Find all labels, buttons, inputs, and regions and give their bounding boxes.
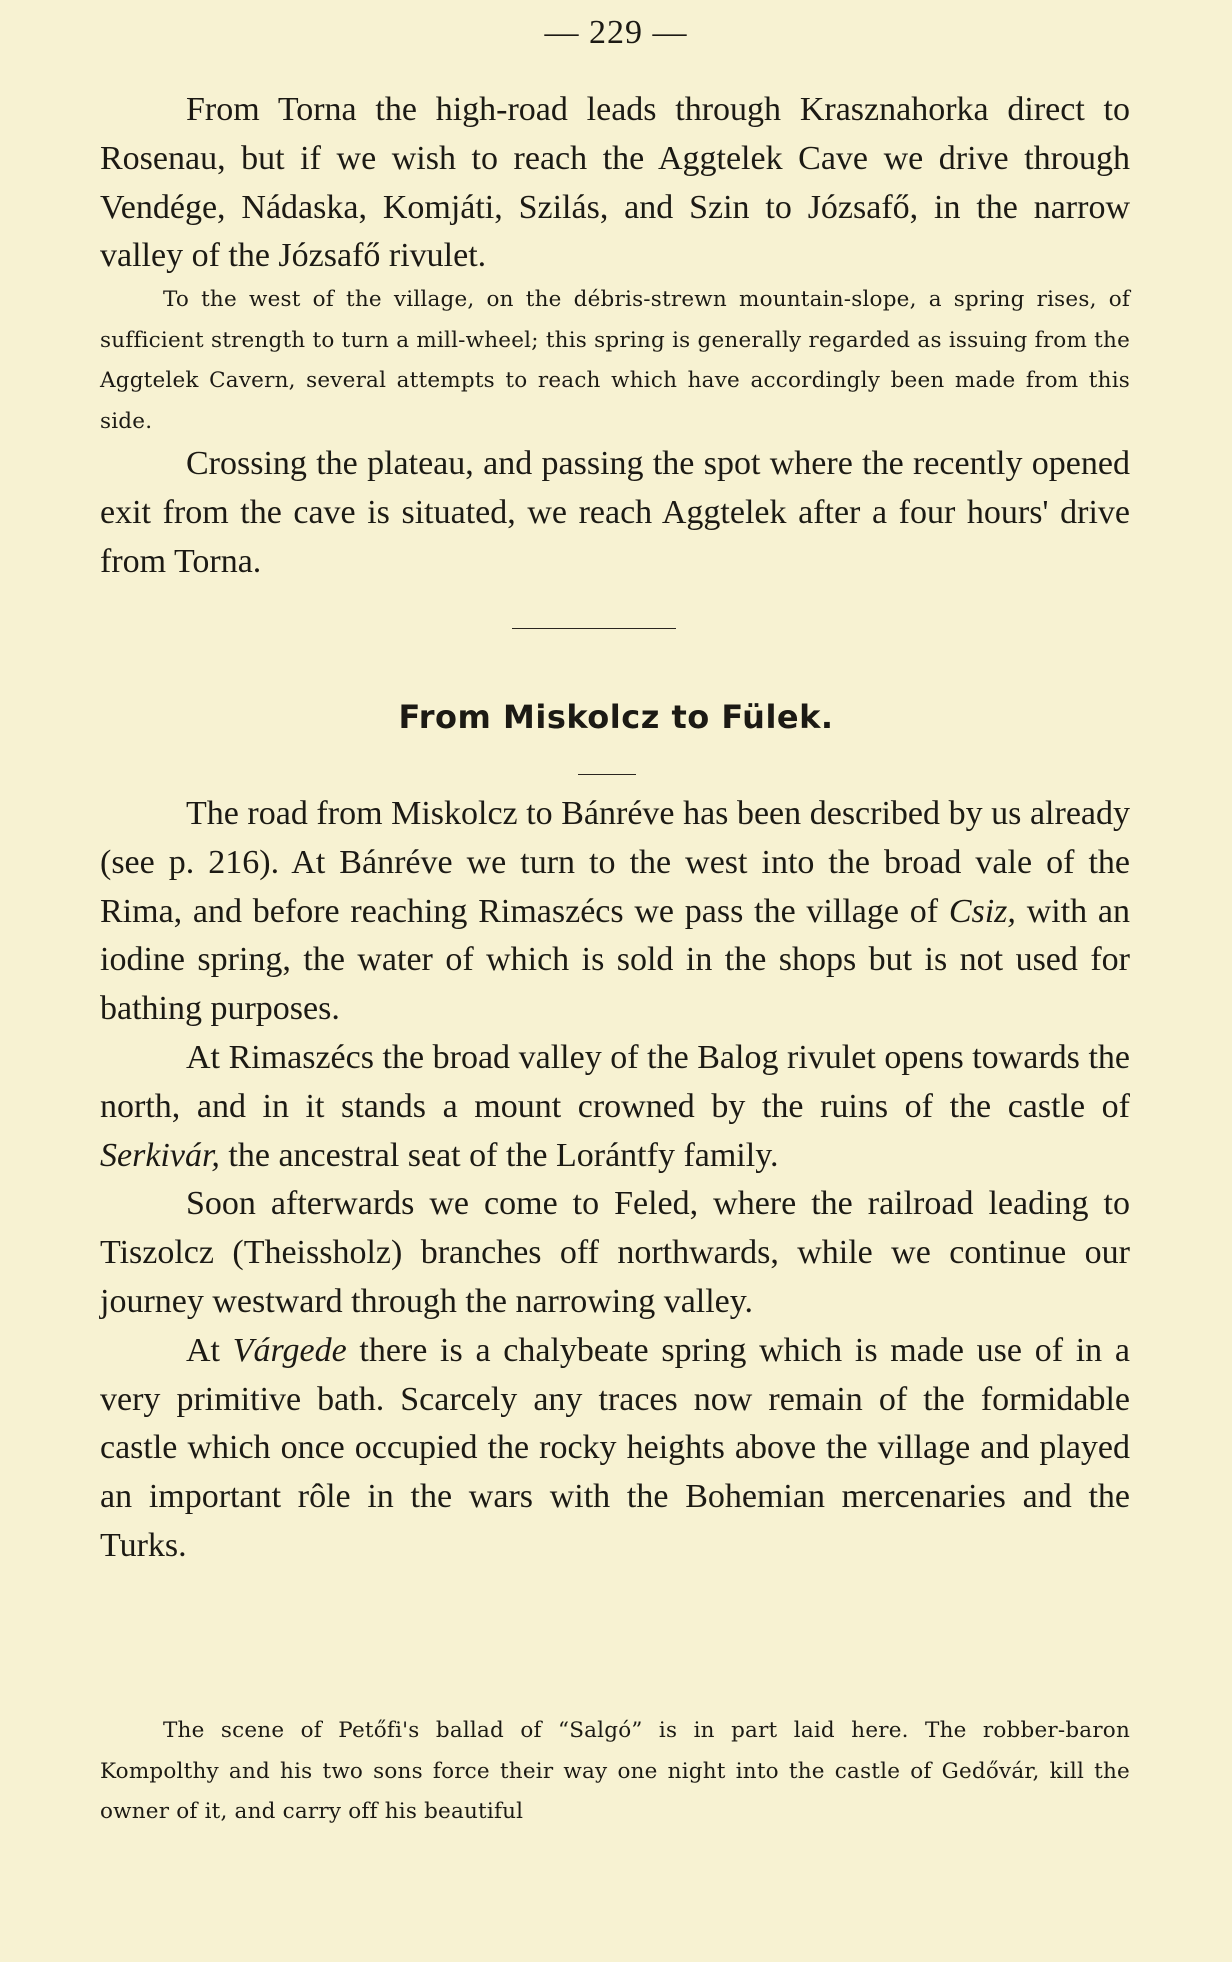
paragraph-text: with an iodine spring, the water of which is sold in the shops but is not used for bathing purposes. — [100, 892, 1131, 1028]
paragraph-text: At Rimaszécs the broad valley of the Balog rivulet opens towards the north, and in it stands a mount crowned by the ruins of the castle of — [100, 1038, 1130, 1125]
paragraph-torna-route: From Torna the high-road leads through Krasznahorka direct to Rosenau, but if we wish to reach the Aggtelek Cave we drive through Vendége, Nádaska, Komjáti, Szilás, and Szin to Józsafő, in the narrow valley of the Józsafő rivulet. — [100, 91, 1130, 275]
plateau-paragraph-block — [100, 440, 1130, 586]
footnote-block-2 — [100, 1711, 1130, 1833]
place-name-csiz: Csiz, — [948, 892, 1016, 930]
paragraph-feled: Soon afterwards we come to Feled, where the railroad leading to Tiszolcz (Theissholz) branches off northwards, while we continue our journey westward through the narrowing valley. — [100, 1185, 1130, 1320]
section-body — [100, 790, 1130, 1571]
paragraph-miskolcz-road — [100, 790, 1130, 1034]
opening-paragraph-block — [100, 86, 1130, 281]
place-name-vargede: Várgede — [232, 1331, 347, 1369]
paragraph-text: there is a chalybeate spring which is made use of in a very primitive bath. Scarcely any traces now remain of the formidable castle which once occupied the rocky heights above the village and played an important rôle in the wars with the Bohemian mercenaries and the Turks. — [100, 1331, 1130, 1564]
paragraph-text: At — [186, 1331, 233, 1369]
note-salgo-ballad: The scene of Petőfi's ballad of “Salgó” is in part laid here. The robber-baron Kompolthy and his two sons force their way one night into the castle of Gedővár, kill the owner of it, and carry off his beautiful — [100, 1718, 1130, 1824]
paragraph-vargede — [100, 1327, 1130, 1571]
section-heading: From Miskolcz to Fülek. — [398, 698, 834, 736]
paragraph-plateau: Crossing the plateau, and passing the spot where the recently opened exit from the cave is situated, we reach Aggtelek after a four hours' drive from Torna. — [100, 445, 1130, 580]
paragraph-text: the ancestral seat of the Lorántfy family. — [219, 1136, 779, 1174]
page-number: — 229 — — [544, 14, 688, 51]
place-name-serkivar: Serkivár, — [100, 1136, 220, 1174]
section-divider-rule — [512, 628, 676, 629]
paragraph-text: The road from Miskolcz to Bánréve has been described by us already (see p. 216). At Bánréve we turn to the west into the broad vale of the Rima, and before reaching Rimaszécs we pass the village of — [100, 795, 1130, 930]
paragraph-rimaszecs — [100, 1034, 1130, 1180]
note-spring: To the west of the village, on the débris-strewn mountain-slope, a spring rises, of sufficient strength to turn a mill-wheel; this spring is generally regarded as issuing from the Aggtelek Cavern, several attempts to reach which have accordingly been made from this side. — [100, 287, 1130, 434]
footnote-block-1 — [100, 280, 1130, 442]
heading-underline-rule — [578, 774, 636, 775]
